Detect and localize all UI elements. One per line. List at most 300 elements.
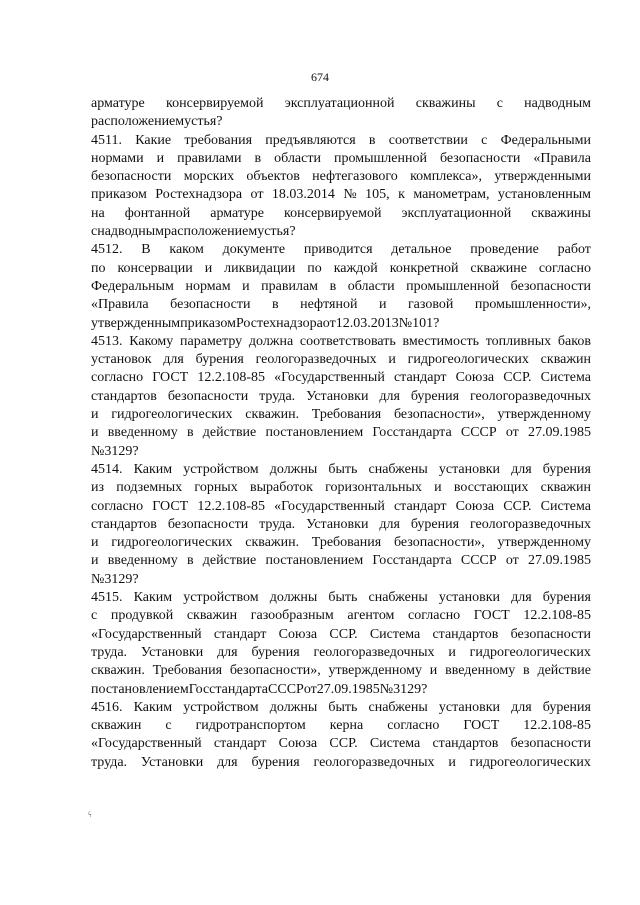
word: параметру — [180, 333, 243, 349]
word: утвержденным — [91, 315, 181, 331]
word: горизонтальных — [325, 480, 422, 496]
word: консервации — [117, 260, 193, 276]
word: труда. — [91, 644, 128, 660]
word: для — [511, 461, 532, 477]
word: и — [91, 425, 99, 441]
word: безопасности — [167, 516, 249, 532]
word: и — [378, 297, 387, 313]
word: каждой — [333, 260, 378, 276]
word: для — [217, 644, 238, 660]
word: 4516. — [91, 699, 123, 715]
word: к — [398, 187, 405, 203]
word: эксплуатационной — [284, 96, 395, 111]
word: с — [91, 224, 98, 240]
word: скважин — [540, 352, 591, 368]
word: с — [496, 96, 503, 111]
word: «Государственный — [91, 736, 202, 752]
word: и — [448, 754, 456, 770]
scan-mark: ϟ — [88, 810, 92, 819]
word: утвержденному — [328, 663, 422, 679]
word: снабжены — [368, 590, 428, 606]
text-line — [91, 241, 591, 259]
text-line — [91, 717, 591, 735]
word: требования — [184, 132, 253, 148]
word: труда. — [259, 516, 296, 532]
word: Установки — [140, 644, 204, 660]
word: № — [398, 315, 413, 331]
text-line — [91, 95, 591, 113]
text-line — [91, 644, 591, 662]
word: для — [511, 590, 532, 606]
word: Союза — [278, 626, 318, 642]
word: эксплуатационной — [401, 205, 512, 221]
word: геологоразведочных — [470, 516, 591, 532]
word: Союза — [455, 498, 495, 514]
word: 3129? — [104, 571, 139, 587]
word: устройством — [183, 461, 259, 477]
word: конкретной — [389, 260, 459, 276]
word: действие — [202, 553, 257, 569]
word: согласно — [91, 498, 144, 514]
word: Требования — [152, 663, 223, 679]
word: 12.2.108-85 — [197, 498, 266, 514]
word: и — [242, 278, 250, 294]
word: гидрогеологических — [407, 352, 529, 368]
word: Каким — [133, 699, 173, 715]
word: быть — [328, 699, 358, 715]
word: Каким — [133, 590, 173, 606]
word: «Правила — [533, 150, 591, 166]
word: 27.09.1985 — [527, 553, 591, 569]
word: в — [523, 663, 530, 679]
word: установки — [438, 699, 500, 715]
word: морских — [183, 169, 235, 185]
word: геологоразведочных — [313, 644, 435, 660]
text-line — [91, 516, 591, 534]
word: геологоразведочных — [255, 352, 377, 368]
text-line — [91, 607, 591, 625]
word: Требования — [311, 535, 382, 551]
word: установки — [438, 461, 500, 477]
word: с — [165, 718, 172, 734]
word: стандарт — [393, 370, 447, 386]
word: Каким — [133, 461, 173, 477]
word: керна — [329, 718, 364, 734]
word: надводным — [524, 96, 591, 111]
word: утвержденными — [494, 169, 591, 185]
word: установленным — [497, 187, 591, 203]
word: бурения — [542, 461, 591, 477]
word: бурения — [542, 699, 591, 715]
word: и — [429, 663, 438, 679]
word: скважине — [470, 260, 527, 276]
word: бурения — [410, 388, 460, 404]
word: 12.2.108-85 — [523, 608, 591, 624]
text-line — [91, 681, 591, 699]
word: от — [505, 553, 519, 569]
text-line — [91, 296, 591, 314]
word: проведение — [470, 242, 539, 258]
word: выработок — [249, 480, 313, 496]
word: СССР — [460, 425, 497, 441]
text-line — [91, 424, 591, 442]
word: промышленной — [406, 278, 500, 294]
word: арматуре — [210, 205, 264, 221]
word: № — [343, 187, 357, 203]
word: от — [322, 315, 336, 331]
text-line — [91, 571, 591, 589]
text-line — [91, 150, 591, 168]
text-line — [91, 754, 591, 772]
word: нефтегазового — [312, 169, 398, 185]
text-line — [91, 406, 591, 424]
word: «Государственный — [274, 498, 385, 514]
word: в — [186, 425, 194, 441]
word: детальное — [391, 242, 452, 258]
text-line — [91, 443, 591, 461]
word: бурения — [251, 754, 300, 770]
word: по — [91, 260, 106, 276]
word: быть — [328, 590, 358, 606]
word: приказом — [180, 315, 236, 331]
word: № — [91, 571, 105, 587]
text-line — [91, 699, 591, 717]
word: ГОСТ — [463, 718, 500, 734]
word: снабжены — [368, 699, 428, 715]
word: безопасности — [510, 626, 591, 642]
word: ГОСТ — [152, 370, 189, 386]
word: геологоразведочных — [313, 754, 435, 770]
word: введенному — [445, 663, 516, 679]
word: скважины — [531, 205, 591, 221]
word: для — [217, 754, 238, 770]
word: Союза — [455, 370, 495, 386]
word: надводным — [97, 224, 165, 240]
text-line — [91, 278, 591, 296]
word: Федеральными — [500, 132, 591, 148]
word: геологоразведочных — [470, 388, 591, 404]
word: объектов — [246, 169, 300, 185]
word: каком — [169, 242, 204, 258]
word: скважин. — [91, 663, 145, 679]
word: ССР. — [329, 626, 358, 642]
word: 4513. — [91, 333, 123, 349]
text-line — [91, 461, 591, 479]
word: Система — [369, 626, 421, 642]
word: 12.03.2013 — [335, 315, 399, 331]
word: 12.2.108-85 — [197, 370, 266, 386]
word: промышленности», — [474, 297, 591, 313]
word: правилам — [261, 278, 319, 294]
word: ССР. — [503, 370, 532, 386]
word: устройством — [183, 590, 259, 606]
word: безопасности — [510, 736, 591, 752]
word: для — [511, 699, 532, 715]
word: агентом — [347, 608, 395, 624]
text-line — [91, 260, 591, 278]
word: документе — [222, 242, 286, 258]
text-line — [91, 186, 591, 204]
word: и — [91, 553, 99, 569]
word: промышленной — [334, 150, 427, 166]
text-line — [91, 662, 591, 680]
word: 4512. — [91, 242, 123, 258]
word: труда. — [259, 388, 296, 404]
word: в — [254, 150, 262, 166]
word: для — [163, 352, 184, 368]
word: постановлением — [265, 553, 364, 569]
word: баков — [557, 333, 591, 349]
word: утвержденному — [497, 407, 591, 423]
word: 4511. — [91, 132, 122, 148]
word: утвержденному — [497, 535, 591, 551]
word: подземных — [116, 480, 183, 496]
word: безопасности — [167, 388, 249, 404]
word: ГОСТ — [473, 608, 510, 624]
word: области — [347, 278, 395, 294]
word: в — [186, 553, 194, 569]
word: в — [329, 278, 337, 294]
word: Госстандарта — [372, 425, 452, 441]
word: арматуре — [91, 96, 145, 111]
word: должны — [269, 699, 318, 715]
word: и — [91, 407, 99, 423]
word: гидрогеологических — [111, 535, 233, 551]
word: Требования — [311, 407, 382, 423]
word: Система — [369, 736, 421, 752]
word: гидрогеологических — [111, 407, 233, 423]
word: Ростехнадзора — [235, 315, 323, 331]
word: безопасности», — [393, 535, 485, 551]
word: бурения — [542, 590, 591, 606]
text-line — [91, 132, 591, 150]
word: безопасности», — [393, 407, 485, 423]
word: согласно — [91, 370, 144, 386]
word: гидротранспортом — [195, 718, 306, 734]
word: Система — [540, 498, 591, 514]
word: «Правила — [91, 297, 149, 313]
word: с — [91, 608, 98, 624]
word: согласно — [408, 608, 461, 624]
word: 105, — [365, 187, 390, 203]
text-line — [91, 498, 591, 516]
word: 18.03.2014 — [271, 187, 335, 203]
text-line — [91, 113, 591, 131]
word: работ — [557, 242, 591, 258]
word: согласно — [538, 260, 591, 276]
text-line — [91, 534, 591, 552]
word: вместимость — [402, 333, 480, 349]
word: и — [91, 535, 99, 551]
text-line — [91, 168, 591, 186]
word: фонтанной — [124, 205, 191, 221]
word: № — [379, 681, 394, 697]
word: скважин. — [245, 407, 300, 423]
word: из — [91, 480, 105, 496]
word: и — [434, 480, 442, 496]
word: устья? — [257, 224, 296, 240]
word: постановлением — [91, 681, 189, 697]
word: по — [307, 260, 322, 276]
text-line — [91, 333, 591, 351]
word: гидрогеологических — [469, 644, 591, 660]
word: на — [91, 205, 105, 221]
text-line — [91, 479, 591, 497]
word: расположением — [164, 224, 258, 240]
word: труда. — [91, 754, 128, 770]
word: действие — [202, 425, 257, 441]
word: СССР — [460, 553, 497, 569]
word: 4515. — [91, 590, 123, 606]
word: в — [368, 132, 376, 148]
word: и — [388, 352, 396, 368]
word: от — [303, 681, 317, 697]
word: и — [448, 644, 456, 660]
word: «Государственный — [274, 370, 385, 386]
word: соответствии — [388, 132, 468, 148]
word: быть — [328, 461, 358, 477]
word: нефтяной — [300, 297, 358, 313]
word: комплекса», — [410, 169, 483, 185]
word: должны — [269, 590, 318, 606]
word: «Государственный — [91, 626, 202, 642]
word: должны — [269, 461, 318, 477]
word: установок — [91, 352, 152, 368]
word: приводится — [303, 242, 373, 258]
word: горных — [194, 480, 238, 496]
word: топливных — [485, 333, 552, 349]
text-line — [91, 388, 591, 406]
word: стандартов — [432, 626, 499, 642]
word: стандарт — [393, 498, 447, 514]
word: скважин — [186, 608, 238, 624]
text-line — [91, 315, 591, 333]
word: бурения — [195, 352, 244, 368]
word: снабжены — [368, 461, 428, 477]
word: ликвидации — [224, 260, 296, 276]
word: ССР. — [329, 736, 358, 752]
word: расположением — [91, 114, 185, 130]
word: бурения — [410, 516, 460, 532]
word: скважины — [415, 96, 476, 111]
word: манометрам, — [413, 187, 490, 203]
word: приказом — [91, 187, 147, 203]
word: Какие — [135, 132, 172, 148]
word: Система — [540, 370, 591, 386]
word: согласно — [387, 718, 440, 734]
word: области — [274, 150, 321, 166]
word: постановлением — [265, 425, 364, 441]
word: СССР — [268, 681, 304, 697]
word: предъявляются — [265, 132, 356, 148]
text-line — [91, 626, 591, 644]
word: и — [156, 150, 165, 166]
text-line — [91, 369, 591, 387]
word: скважин — [540, 480, 591, 496]
word: газовой — [407, 297, 454, 313]
word: ССР. — [503, 498, 532, 514]
word: ГОСТ — [152, 498, 189, 514]
word: бурения — [251, 644, 300, 660]
text-line — [91, 223, 591, 241]
word: № — [91, 443, 105, 459]
text-line — [91, 735, 591, 753]
word: безопасности», — [229, 663, 321, 679]
word: Союза — [278, 736, 318, 752]
word: стандартов — [91, 516, 157, 532]
word: гидрогеологических — [469, 754, 591, 770]
word: безопасности — [91, 169, 172, 185]
word: в — [272, 297, 279, 313]
word: действие — [537, 663, 591, 679]
word: 101? — [412, 315, 440, 331]
word: стандартов — [432, 736, 499, 752]
word: В — [141, 242, 151, 258]
word: введенному — [107, 425, 178, 441]
word: должна — [248, 333, 294, 349]
word: правилами — [177, 150, 242, 166]
word: и — [204, 260, 213, 276]
text-line — [91, 351, 591, 369]
word: восстающих — [453, 480, 529, 496]
word: устья? — [184, 114, 223, 130]
word: Федеральным — [91, 278, 174, 294]
word: 12.2.108-85 — [523, 718, 591, 734]
word: введенному — [107, 553, 178, 569]
word: Какому — [129, 333, 174, 349]
word: стандарт — [213, 626, 267, 642]
word: нормам — [185, 278, 231, 294]
word: скважин. — [245, 535, 300, 551]
word: Госстандарта — [372, 553, 452, 569]
word: Установки — [306, 388, 369, 404]
word: стандарт — [213, 736, 267, 752]
word: от — [505, 425, 519, 441]
text-line — [91, 552, 591, 570]
word: Ростехнадзора — [155, 187, 243, 203]
word: безопасности — [510, 278, 591, 294]
word: установки — [438, 590, 500, 606]
word: для — [379, 516, 400, 532]
word: Установки — [306, 516, 369, 532]
word: нормами — [91, 150, 144, 166]
word: 27.09.1985 — [316, 681, 380, 697]
text-line — [91, 589, 591, 607]
word: безопасности — [439, 150, 521, 166]
word: продувкой — [110, 608, 174, 624]
text-line — [91, 205, 591, 223]
word: устройством — [183, 699, 259, 715]
word: 3129? — [393, 681, 428, 697]
word: от — [250, 187, 264, 203]
word: консервируемой — [283, 205, 382, 221]
word: 4514. — [91, 461, 123, 477]
word: 3129? — [104, 443, 139, 459]
word: скважин — [91, 718, 142, 734]
word: стандартов — [91, 388, 157, 404]
word: газообразным — [250, 608, 334, 624]
word: Госстандарта — [188, 681, 269, 697]
word: с — [481, 132, 488, 148]
page-number: 674 — [311, 70, 329, 84]
word: соответствовать — [299, 333, 396, 349]
word: для — [379, 388, 400, 404]
document-body — [91, 95, 591, 772]
word: Установки — [140, 754, 204, 770]
word: консервируемой — [166, 96, 264, 111]
word: безопасности — [170, 297, 251, 313]
word: 27.09.1985 — [527, 425, 591, 441]
